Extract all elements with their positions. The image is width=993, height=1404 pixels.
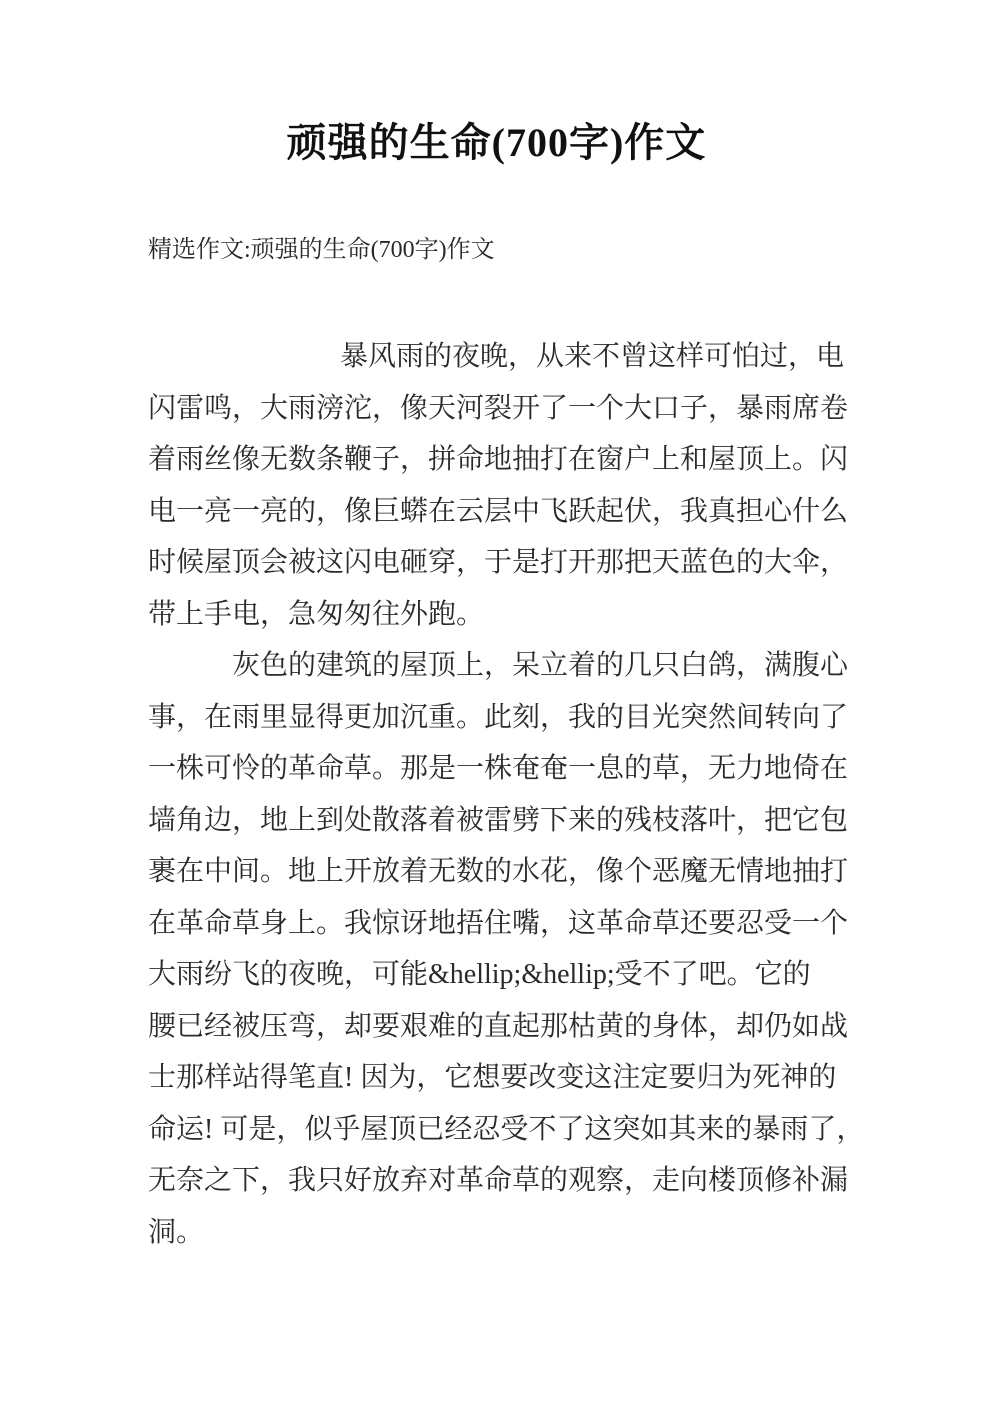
text-line: 在革命草身上。我惊讶地捂住嘴，这革命草还要忍受一个 <box>148 907 849 939</box>
text-line: 命运! 可是，似乎屋顶已经忍受不了这突如其来的暴雨了， <box>148 1113 865 1145</box>
document-body <box>148 331 865 1258</box>
page-title: 顽强的生命(700字)作文 <box>286 120 707 165</box>
text-line: 洞。 <box>148 1216 205 1248</box>
text-line: 暴风雨的夜晚，从来不曾这样可怕过，电 <box>340 341 845 372</box>
text-line: 士那样站得笔直! 因为，它想要改变这注定要归为死神的 <box>148 1062 837 1093</box>
text-line: 事，在雨里显得更加沉重。此刻，我的目光突然间转向了 <box>148 701 849 733</box>
text-line: 着雨丝像无数条鞭子，拼命地抽打在窗户上和屋顶上。闪 <box>148 444 849 475</box>
text-line: 墙角边，地上到处散落着被雷劈下来的残枝落叶，把它包 <box>148 804 849 836</box>
text-line: 无奈之下，我只好放弃对革命草的观察，走向楼顶修补漏 <box>148 1165 849 1196</box>
text-line: 一株可怜的革命草。那是一株奄奄一息的草，无力地倚在 <box>148 753 849 784</box>
text-line: 电一亮一亮的，像巨蟒在云层中飞跃起伏，我真担心什么 <box>148 495 849 527</box>
subtitle: 精选作文:顽强的生命(700字)作文 <box>148 237 495 263</box>
text-line: 灰色的建筑的屋顶上，呆立着的几只白鸽，满腹心 <box>232 650 849 681</box>
text-line: 腰已经被压弯，却要艰难的直起那枯黄的身体，却仍如战 <box>148 1010 849 1042</box>
text-line: 时候屋顶会被这闪电砸穿，于是打开那把天蓝色的大伞， <box>148 547 849 578</box>
text-line: 裹在中间。地上开放着无数的水花，像个恶魔无情地抽打 <box>148 856 849 887</box>
text-line: 大雨纷飞的夜晚，可能&hellip;&hellip;受不了吧。它的 <box>148 959 811 990</box>
text-line: 闪雷鸣，大雨滂沱，像天河裂开了一个大口子，暴雨席卷 <box>148 392 849 424</box>
text-line: 带上手电，急匆匆往外跑。 <box>148 598 485 630</box>
